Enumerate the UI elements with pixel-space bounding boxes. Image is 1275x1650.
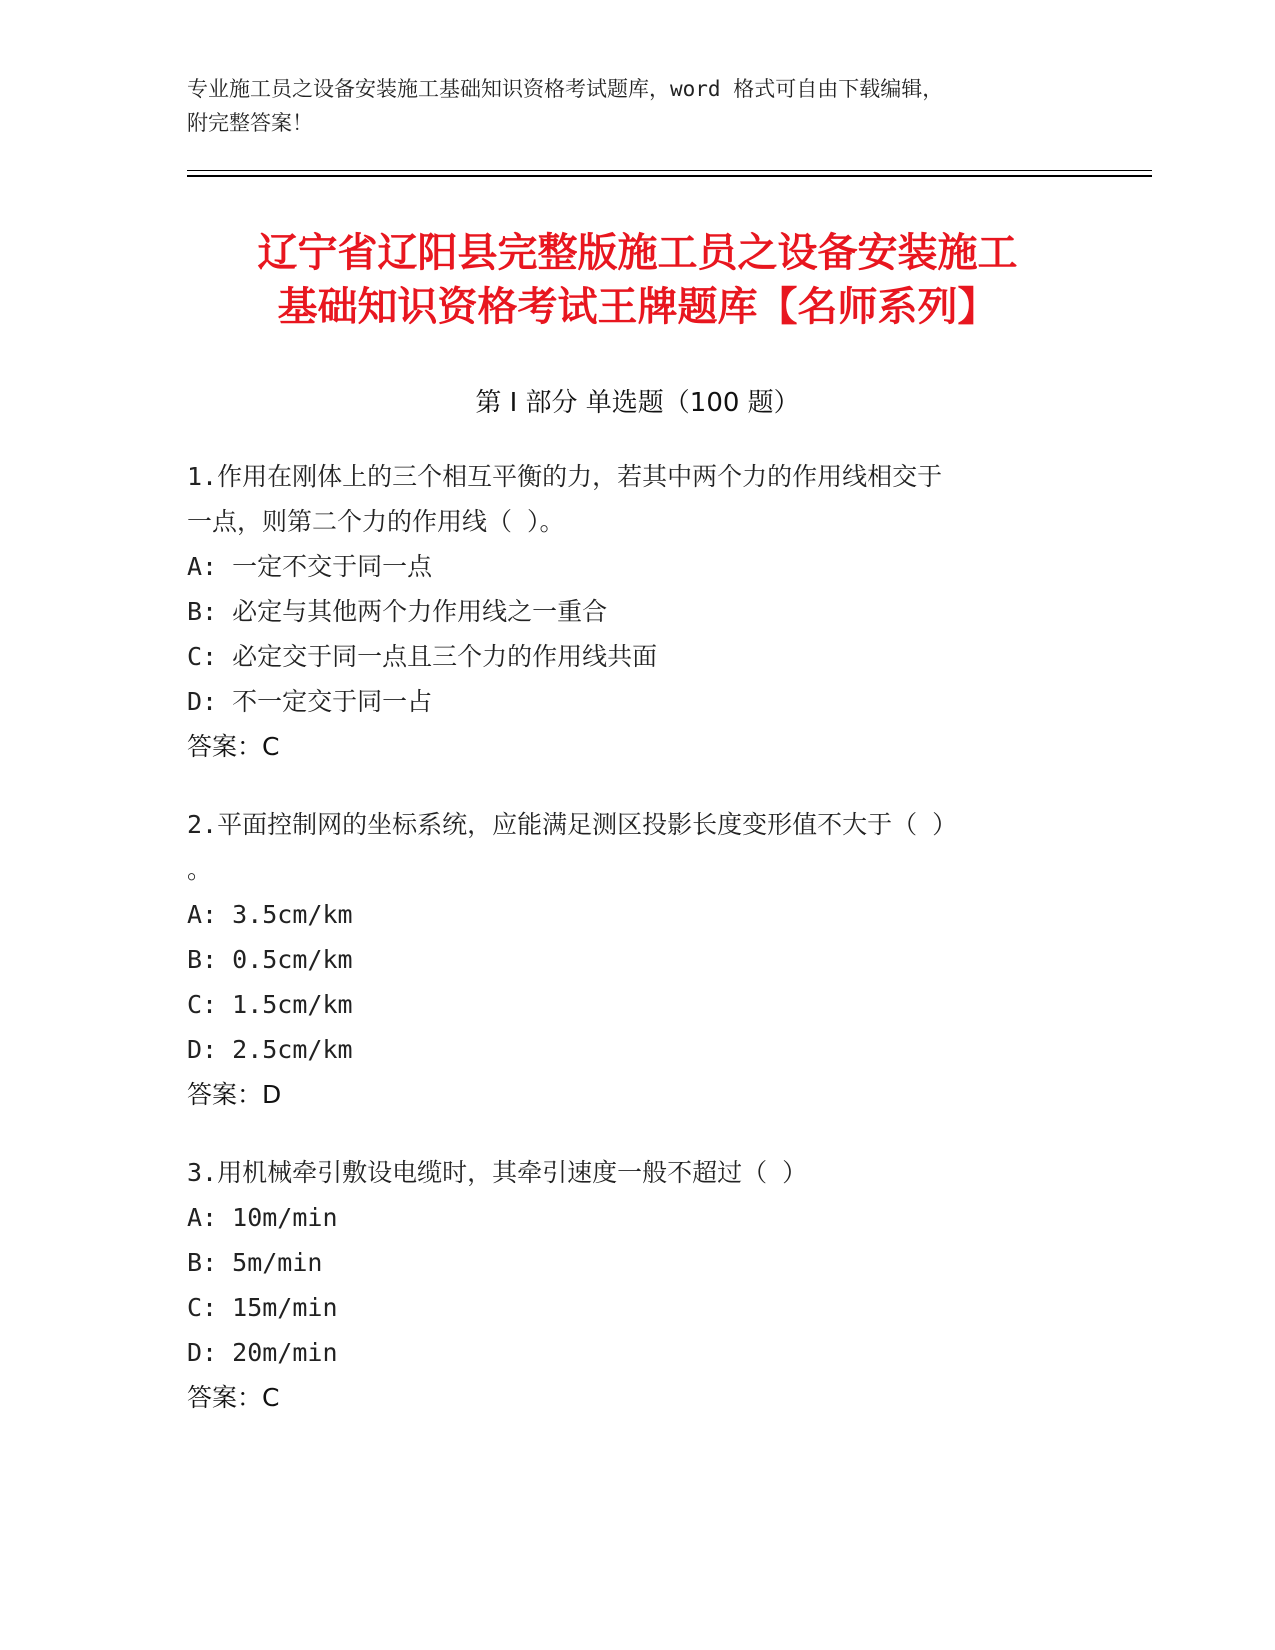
question-stem: 一点，则第二个力的作用线（ ）。	[187, 507, 565, 536]
answer-line: 答案：C	[187, 732, 280, 761]
option-d: D: 2.5cm/km	[187, 1035, 353, 1064]
document-title-line: 辽宁省辽阳县完整版施工员之设备安装施工	[257, 230, 1018, 276]
option-b: B: 5m/min	[187, 1248, 323, 1277]
question-stem: 2.平面控制网的坐标系统，应能满足测区投影长度变形值不大于（ ）	[187, 810, 958, 839]
option-b: B: 必定与其他两个力作用线之一重合	[187, 597, 608, 626]
option-d: D: 20m/min	[187, 1338, 338, 1367]
question-block	[187, 1150, 1067, 1420]
header-note-line: 专业施工员之设备安装施工基础知识资格考试题库，word 格式可自由下载编辑，	[187, 77, 944, 101]
header-note-line: 附完整答案！	[187, 111, 313, 135]
question-stem: 1.作用在刚体上的三个相互平衡的力，若其中两个力的作用线相交于	[187, 462, 943, 491]
document-title-line: 基础知识资格考试王牌题库【名师系列】	[277, 284, 998, 330]
option-c: C: 15m/min	[187, 1293, 338, 1322]
document-title	[150, 226, 1125, 334]
option-d: D: 不一定交于同一占	[187, 687, 433, 716]
question-stem: 。	[187, 855, 213, 884]
answer-line: 答案：D	[187, 1080, 282, 1109]
question-stem: 3.用机械牵引敷设电缆时，其牵引速度一般不超过（ ）	[187, 1158, 808, 1187]
option-a: A: 一定不交于同一点	[187, 552, 433, 581]
option-a: A: 3.5cm/km	[187, 900, 353, 929]
question-block	[187, 802, 1067, 1117]
answer-line: 答案：C	[187, 1383, 280, 1412]
header-note	[187, 72, 1067, 140]
option-c: C: 必定交于同一点且三个力的作用线共面	[187, 642, 658, 671]
option-c: C: 1.5cm/km	[187, 990, 353, 1019]
option-a: A: 10m/min	[187, 1203, 338, 1232]
header-divider-thin	[187, 170, 1152, 171]
section-heading: 第 I 部分 单选题（100 题）	[475, 388, 800, 418]
header-divider-thick	[187, 175, 1152, 177]
option-b: B: 0.5cm/km	[187, 945, 353, 974]
question-block	[187, 454, 1067, 769]
